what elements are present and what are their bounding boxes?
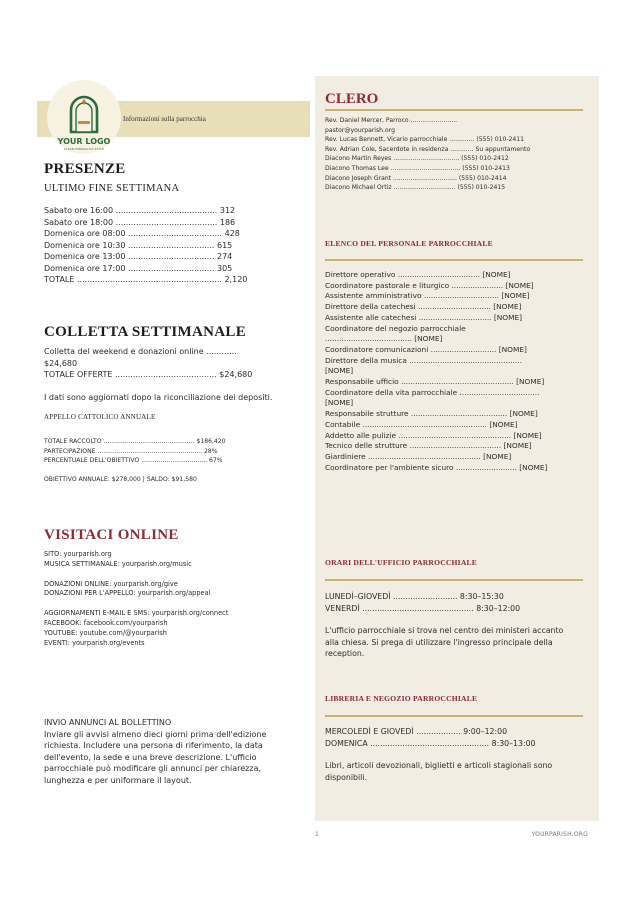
collection-note: I dati sono aggiornati dopo la riconciliazione dei depositi. <box>44 392 273 402</box>
store-block <box>325 726 565 783</box>
staff-line: Assistente amministrativo ................................ [NOME] <box>325 291 530 301</box>
office-hours-rule <box>325 579 583 581</box>
bulletin-title: INVIO ANNUNCI AL BOLLETTINO <box>44 718 172 727</box>
office-hours-line: VENERDÌ ............................................. 8:30–12:00 <box>325 603 521 613</box>
staff-line: Addetto alle pulizie ................................................ [NOME] <box>325 430 542 440</box>
logo-text: YOUR LOGO <box>57 137 111 146</box>
collection-total: TOTALE OFFERTE ........................................ $24,680 <box>44 370 253 379</box>
clergy-rule <box>325 109 583 111</box>
staff-line: Direttore operativo ................................... [NOME] <box>325 270 511 279</box>
attendance-line: Domenica ore 08:00 ..................................... 428 <box>44 229 240 238</box>
facebook-link[interactable]: FACEBOOK: facebook.com/yourparish <box>44 618 168 627</box>
parish-logo <box>47 80 121 154</box>
header-band-label: Informazioni sulla parrocchia <box>123 115 206 123</box>
footer-site[interactable]: YOURPARISH.ORG <box>531 831 588 838</box>
clergy-line: Diacono Joseph Grant ................................. (555) 010-2414 <box>325 174 507 182</box>
staff-line: Responsabile strutture ......................................... [NOME] <box>325 409 538 419</box>
office-hours-note: L'ufficio parrocchiale si trova nel centro dei ministeri accanto alla chiesa. Si prega di utilizzare l'ingresso principale della reception. <box>325 626 564 658</box>
staff-line: Coordinatore comunicazioni ............................ [NOME] <box>325 344 527 354</box>
staff-line: Giardiniere ................................................ [NOME] <box>325 451 512 461</box>
attendance-line: Sabato ore 18:00 ........................................ 186 <box>44 217 236 227</box>
staff-line: Coordinatore per l'ambiente sicuro .......................... [NOME] <box>325 462 548 472</box>
events-link[interactable]: EVENTI: yourparish.org/events <box>44 638 145 647</box>
staff-rule <box>325 259 583 261</box>
online-title: VISITACI ONLINE <box>44 527 179 543</box>
staff-line: Coordinatore del negozio parrocchiale ..................................... [NOME] <box>325 323 466 344</box>
clergy-line: Rev. Lucas Bennett, Vicario parrocchiale ............. (555) 010-2411 <box>325 136 525 144</box>
staff-line: Tecnico delle strutture ....................................... [NOME] <box>325 441 532 451</box>
youtube-link[interactable]: YOUTUBE: youtube.com/@yourparish <box>44 628 167 637</box>
appeal-line: TOTALE RACCOLTO ............................................... $186,420 <box>44 438 226 445</box>
store-title: LIBRERIA E NEGOZIO PARROCCHIALE <box>325 694 478 703</box>
clergy-list <box>325 116 550 193</box>
office-hours-line: LUNEDÌ–GIOVEDÌ .......................... 8:30–15:30 <box>325 592 504 601</box>
office-hours-block <box>325 591 565 660</box>
staff-list <box>325 270 550 473</box>
appeal-title: APPELLO CATTOLICO ANNUALE <box>44 413 156 421</box>
store-rule <box>325 715 583 717</box>
clergy-email[interactable]: pastor@yourparish.org <box>325 126 395 134</box>
connect-link[interactable]: AGGIORNAMENTI E-MAIL E SMS: yourparish.org/connect <box>44 609 229 618</box>
give-link[interactable]: DONAZIONI ONLINE: yourparish.org/give <box>44 579 178 588</box>
staff-line: Direttore della catechesi ............................... [NOME] <box>325 302 522 312</box>
website-link[interactable]: SITO: yourparish.org <box>44 550 112 558</box>
appeal-goal: OBIETTIVO ANNUALE: $278,000 | SALDO: $91,580 <box>44 476 197 483</box>
bulletin-body: Inviare gli avvisi almeno dieci giorni prima dell'edizione richiesta. Includere una persona di riferimento, la data dell'evento, la sede e una breve descrizione. L'ufficio parrocchiale può modificare gli annunci per chiarezza, lunghezza e per uniformare il layout. <box>44 729 267 785</box>
attendance-line: Domenica ore 13:00 .................................. 274 <box>44 252 233 261</box>
appeal-link[interactable]: DONAZIONI PER L'APPELLO: yourparish.org/appeal <box>44 589 211 598</box>
store-hours-line: MERCOLEDÌ E GIOVEDÌ .................. 9:00–12:00 <box>325 727 508 736</box>
staff-title: ELENCO DEL PERSONALE PARROCCHIALE <box>325 239 493 248</box>
staff-line: Coordinatore pastorale e liturgico ...................... [NOME] <box>325 280 534 290</box>
clergy-line: Diacono Michael Ortiz ................................ (555) 010-2415 <box>325 184 506 192</box>
attendance-line: Sabato ore 16:00 ........................................ 312 <box>44 206 236 215</box>
appeal-line: PERCENTUALE DELL'OBIETTIVO .................................. 67% <box>44 457 223 464</box>
clergy-title: CLERO <box>325 91 379 107</box>
collection-title: COLLETTA SETTIMANALE <box>44 324 247 340</box>
office-hours-title: ORARI DELL'UFFICIO PARROCCHIALE <box>325 558 478 567</box>
appeal-list <box>44 437 274 466</box>
logo-tagline: CLEAN MINIMALIST STYLE <box>63 147 105 151</box>
attendance-subtitle: ULTIMO FINE SETTIMANA <box>44 183 180 194</box>
staff-line: Assistente alle catechesi ............................... [NOME] <box>325 312 523 322</box>
clergy-line: Diacono Martin Reyes .................................. (555) 010-2412 <box>325 155 509 163</box>
store-note: Libri, articoli devozionali, biglietti e articoli stagionali sono disponibili. <box>325 761 553 782</box>
bulletin-block <box>44 717 270 786</box>
clergy-line: Rev. Daniel Mercer, Parroco ........................ <box>325 117 458 124</box>
collection-line-value: $24,680 <box>44 358 78 368</box>
attendance-line: Domenica ore 17:00 .................................. 305 <box>44 263 233 273</box>
collection-line: Colletta del weekend e donazioni online ............ <box>44 347 237 356</box>
attendance-list <box>44 205 284 286</box>
online-links <box>44 550 284 648</box>
music-link[interactable]: MUSICA SETTIMANALE: yourparish.org/music <box>44 559 192 568</box>
clergy-line: Rev. Adrian Cole, Sacerdote in residenza ............ Su appuntamento <box>325 145 531 153</box>
appeal-line: PARTECIPAZIONE ...................................................... 28% <box>44 447 218 455</box>
page-number: 1 <box>315 831 319 838</box>
store-hours-line: DOMENICA ................................................ 8:30–13:00 <box>325 738 536 748</box>
staff-line: Contabile ..................................................... [NOME] <box>325 419 518 429</box>
collection-block <box>44 346 274 403</box>
attendance-line: Domenica ore 10:30 .................................. 615 <box>44 240 233 250</box>
staff-line: Direttore della musica ................................................ [NOME] <box>325 355 522 376</box>
attendance-title: PRESENZE <box>44 161 126 177</box>
clergy-line: Diacono Thomas Lee .................................... (555) 010-2413 <box>325 164 510 172</box>
staff-line: Coordinatore della vita parrocchiale .................................. [NOME] <box>325 387 540 408</box>
attendance-total: TOTALE ......................................................... 2,120 <box>44 275 248 284</box>
staff-line: Responsabile ufficio ................................................ [NOME] <box>325 377 545 387</box>
